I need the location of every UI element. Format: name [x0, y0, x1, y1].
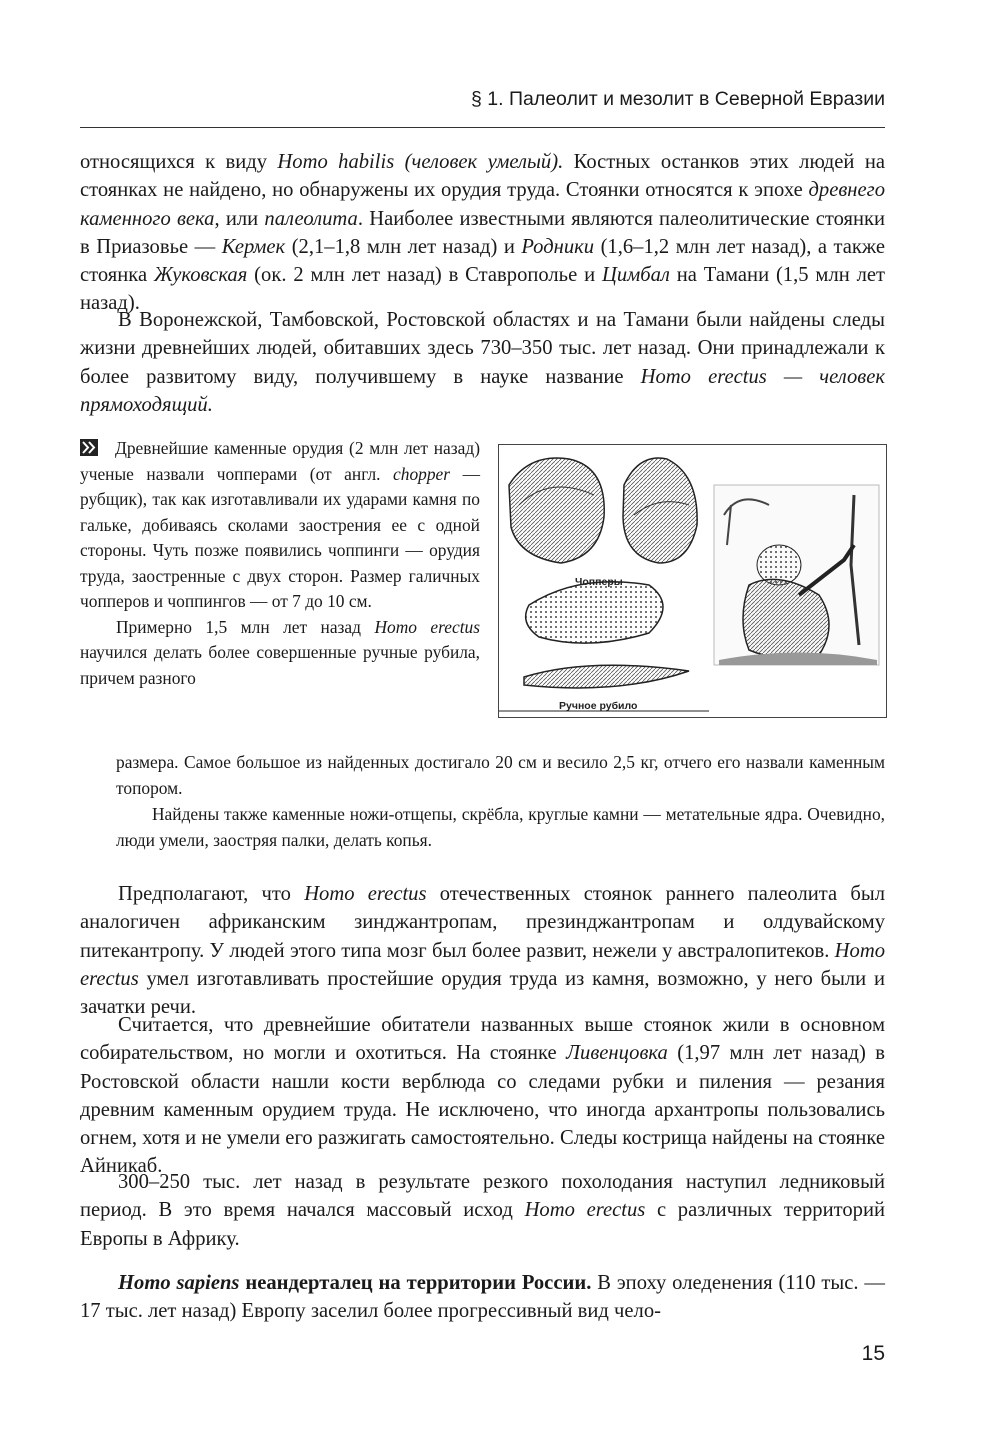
paragraph-2: В Воронежской, Тамбовской, Ростовской областях и на Тамани были найдены следы жизни древнейших людей, обитавших здесь 730–350 тыс. лет назад. Они принадлежали к более развитому виду, получившему в науке название Homo erectus — человек прямоходящий. — [80, 309, 886, 416]
page-number: 15 — [861, 1342, 885, 1365]
figure-stone-tools — [498, 444, 887, 718]
running-header: § 1. Палеолит и мезолит в Северной Евразии — [471, 88, 885, 110]
caption-choppers: Чопперы — [575, 576, 623, 588]
stone-tools-illustration — [499, 445, 886, 717]
paragraph-5: Считается, что древнейшие обитатели названных выше стоянок жили в основном собирательством, но могли и охотиться. На стоянке Ливенцовка (1,97 млн лет назад) в Ростовской области нашли кости верблюда со следами рубки и пиления — резания древним каменным орудием труда. Не исключено, что иногда архантропы пользовались огнем, хотя и не умели его разжигать самостоятельно. Следы кострища найдены на стоянке Айникаб. — [80, 1014, 885, 1178]
double-chevron-right-icon — [80, 438, 98, 455]
paragraph-6: 300–250 тыс. лет назад в результате резкого похолодания наступил ледниковый период. В это время начался массовый исход Homo erectus с различных территорий Европы в Африку. — [80, 1171, 885, 1250]
header-rule — [80, 127, 885, 128]
paragraph-1: относящихся к виду Homo habilis (человек умелый). Костных останков этих людей на стоянках не найдено, но обнаружены их орудия труда. Стоянки относятся к эпохе древнего каменного века, или палеолита. Наиболее известными являются палеолитические стоянки в Приазовье — Кермек (2,1–1,8 млн лет назад) и Родники (1,6–1,2 млн лет назад), а также стоянка Жуковская (ок. 2 млн лет назад) в Ставрополье и Цимбал на Тамани (1,5 млн лет назад). — [80, 151, 886, 315]
sidebar-note-continuation: размера. Самое большое из найденных достигало 20 см и весило 2,5 кг, отчего его назвали каменным топором. — [116, 752, 885, 798]
sidebar-note: Древнейшие каменные орудия (2 млн лет назад) ученые назвали чопперами (от англ. chopper — рубщик), так как изготавливали их ударами камня по гальке, добиваясь сколами заострения ее с одной стороны. Чуть позже появились чоппинги — орудия труда, заостренные с двух сторон. Размер галичных чопперов и чоппингов — от 7 до 10 см. Примерно 1,5 млн лет назад Homo erectus научился делать более совершенные ручные рубила, причем разного — [80, 438, 480, 688]
caption-handaxe: Ручное рубило — [559, 700, 638, 712]
paragraph-4: Предполагают, что Homo erectus отечественных стоянок раннего палеолита был аналогичен африканским зинджантропам, презинджантропам и олдувайскому питекантропу. У людей этого типа мозг был более развит, нежели у австралопитеков. Homo erectus умел изготавливать простейшие орудия труда из камня, возможно, у него были и зачатки речи. — [80, 883, 885, 1019]
sidebar-note-3: Найдены также каменные ножи-отщепы, скрёбла, круглые камни — метательные ядра. Очевидно, люди умели, заостряя палки, делать копья. — [116, 804, 885, 850]
paragraph-7: Homo sapiens неандерталец на территории России. В эпоху оледенения (110 тыс. — 17 тыс. лет назад) Европу заселил более прогрессивный вид чело- — [80, 1272, 885, 1323]
